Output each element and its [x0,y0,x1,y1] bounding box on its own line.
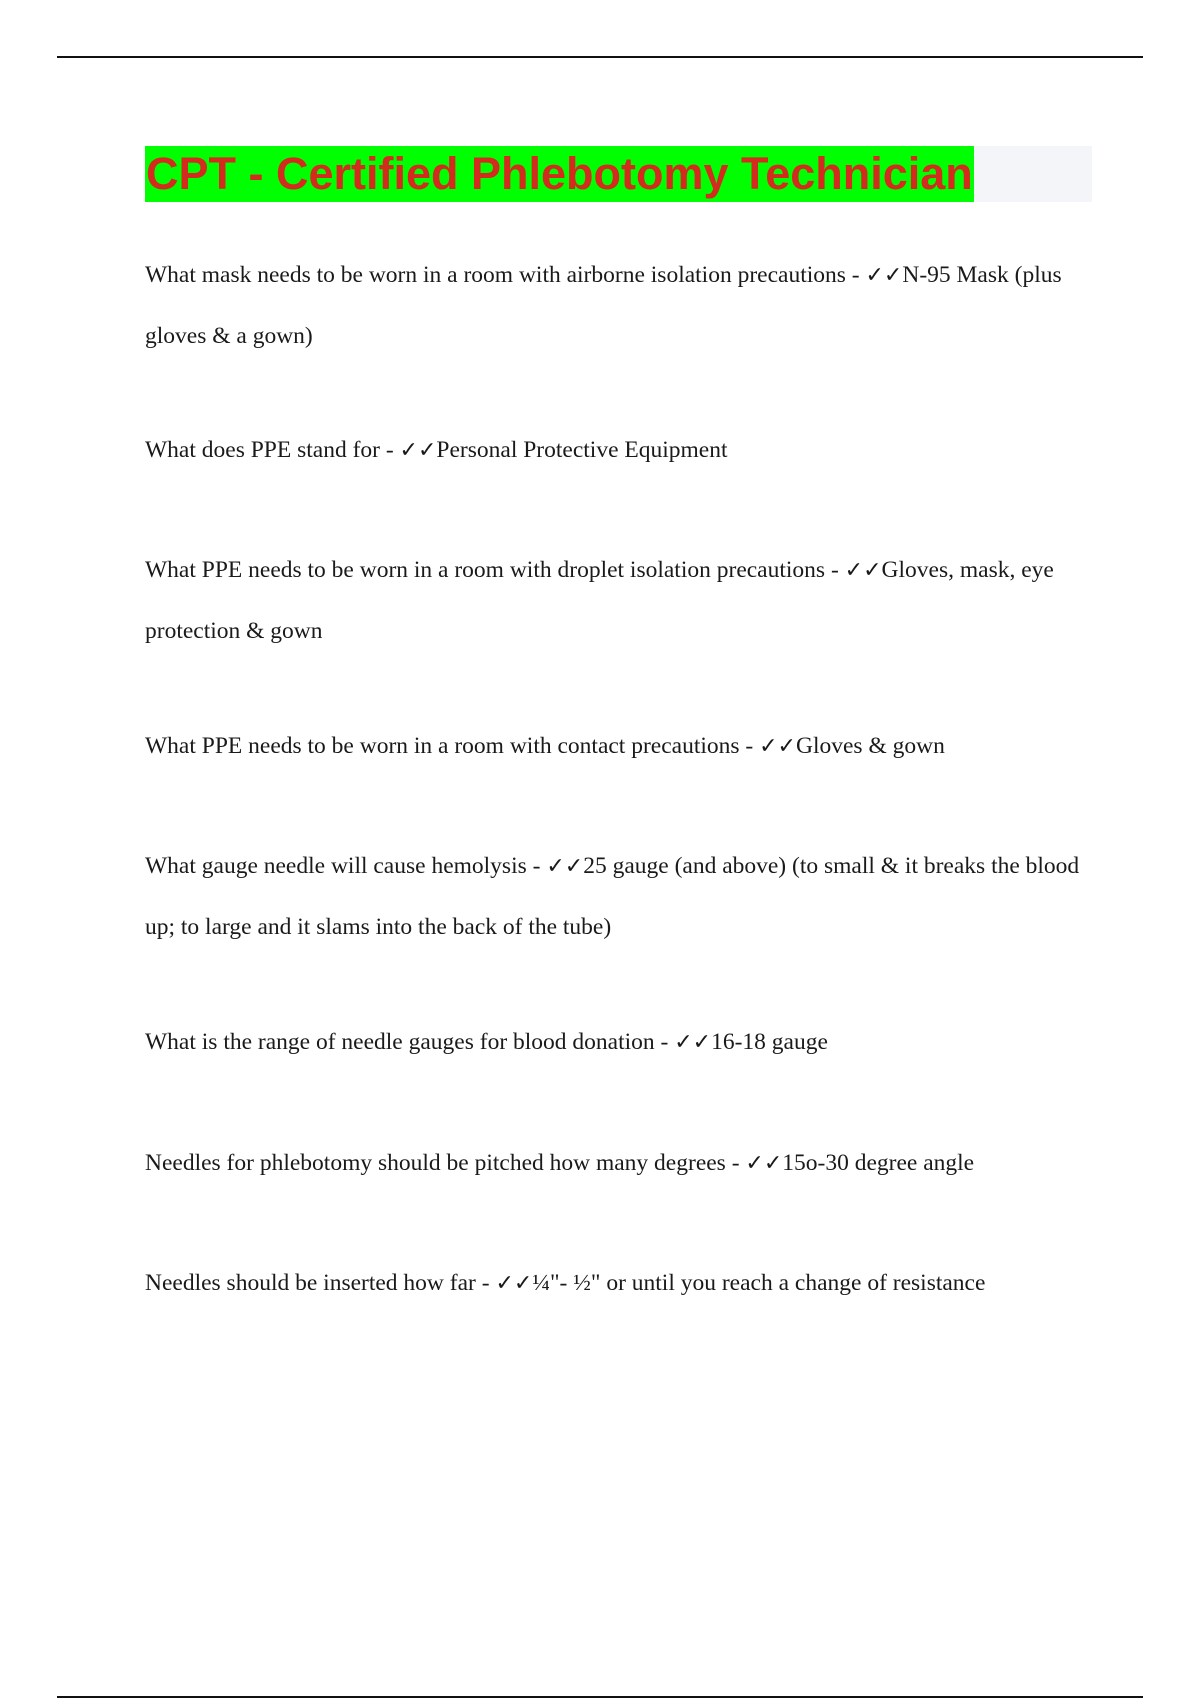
qa-item-4 [145,716,1095,777]
question-text: What is the range of needle gauges for blood donation [145,1029,655,1055]
answer-text: Personal Protective Equipment [436,437,728,463]
question-text: Needles should be inserted how far [145,1270,476,1296]
answer-text: 16-18 gauge [711,1029,828,1055]
question-text: What does PPE stand for [145,437,380,463]
qa-item-7 [145,1133,1095,1194]
document-title: CPT - Certified Phlebotomy Technician [145,146,974,202]
double-check-icon: ✓✓ [745,1151,783,1176]
qa-item-3 [145,540,1095,661]
double-check-icon: ✓✓ [399,438,437,463]
double-check-icon: ✓✓ [546,854,584,879]
question-text: What mask needs to be worn in a room with airborne isolation precautions [145,262,846,288]
separator: - [739,733,760,759]
double-check-icon: ✓✓ [674,1030,712,1055]
double-check-icon: ✓✓ [844,558,882,583]
qa-item-5 [145,836,1095,957]
double-check-icon: ✓✓ [759,734,796,759]
title-banner [145,146,1092,202]
separator: - [845,262,866,288]
double-check-icon: ✓✓ [865,263,903,288]
answer-text: Gloves, mask, eye protection & gown [145,557,1054,644]
qa-item-8 [145,1253,1095,1314]
answer-text: 15o-30 degree angle [782,1150,975,1176]
separator: - [379,437,400,463]
answer-text: N-95 Mask (plus gloves & a gown) [145,262,1062,349]
answer-text: 25 gauge (and above) (to small & it breaks the blood up; to large and it slams into the back of the tube) [145,853,1080,940]
separator: - [475,1270,496,1296]
double-check-icon: ✓✓ [495,1271,533,1296]
separator: - [725,1150,746,1176]
separator: - [825,557,845,583]
top-rule [57,56,1143,58]
question-text: What gauge needle will cause hemolysis [145,853,527,879]
question-text: What PPE needs to be worn in a room with contact precautions [145,733,740,759]
answer-text: ¼"- ½" or until you reach a change of resistance [532,1270,986,1296]
separator: - [654,1029,675,1055]
separator: - [526,853,547,879]
question-text: What PPE needs to be worn in a room with droplet isolation precautions [145,557,826,583]
answer-text: Gloves & gown [796,733,945,759]
qa-item-2 [145,420,1095,481]
qa-item-1 [145,245,1095,366]
qa-item-6 [145,1012,1095,1073]
question-text: Needles for phlebotomy should be pitched how many degrees [145,1150,726,1176]
bottom-rule [57,1696,1143,1698]
